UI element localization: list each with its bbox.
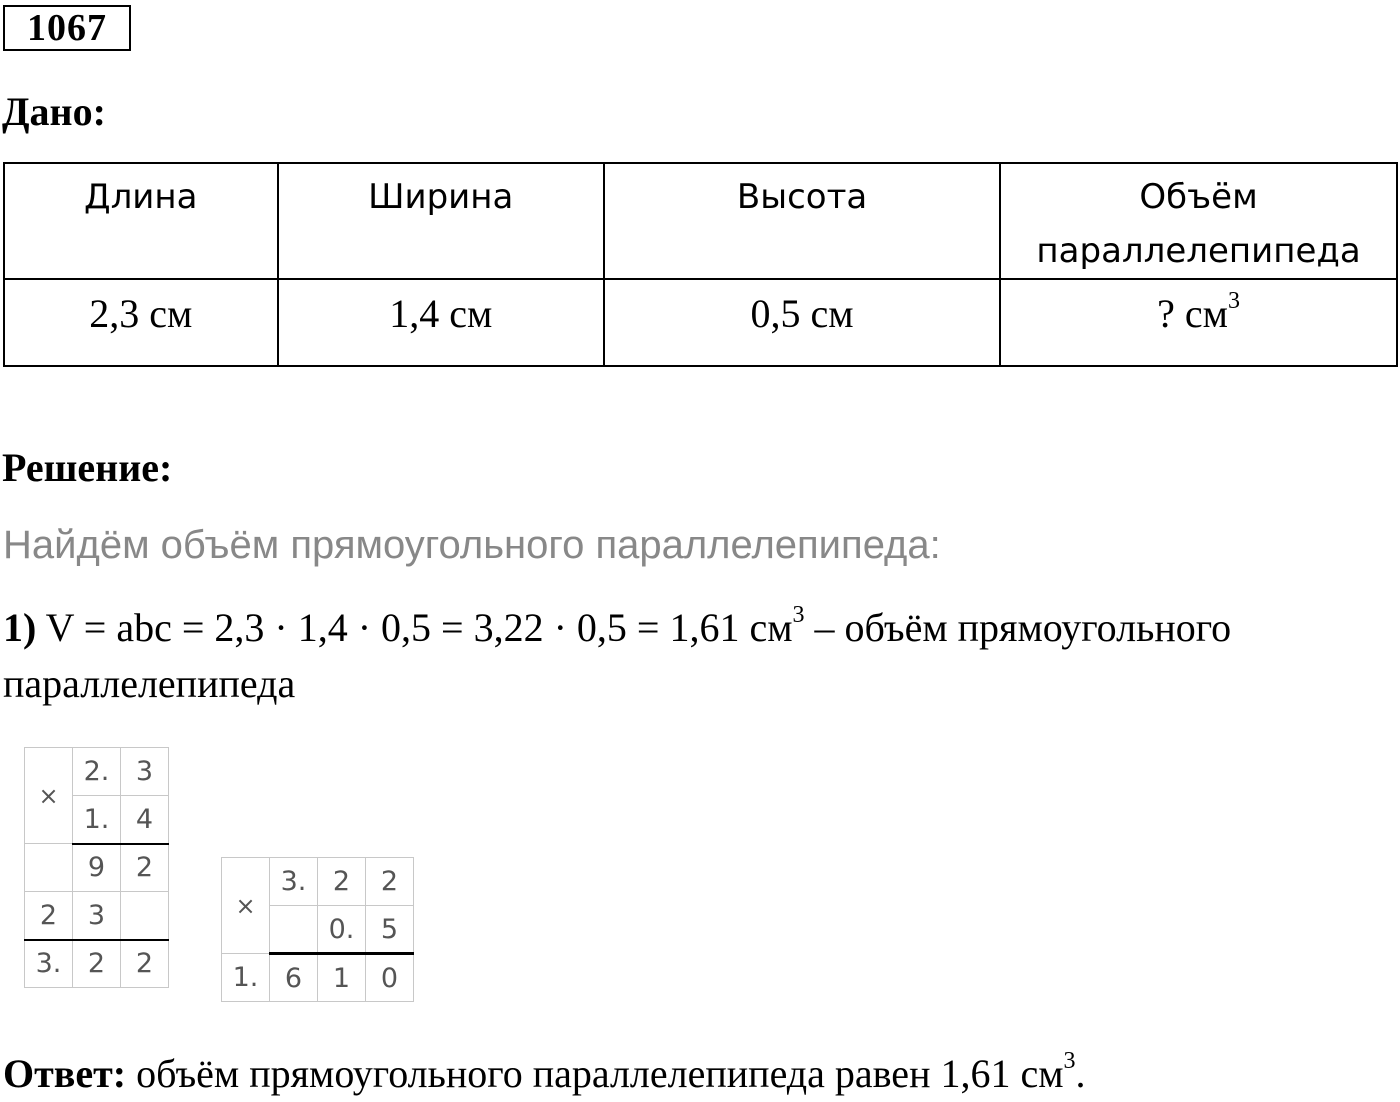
digit-cell: 2 xyxy=(25,892,73,940)
header-length: Длина xyxy=(4,163,278,279)
digit-cell: 3 xyxy=(73,892,121,940)
value-width: 1,4 см xyxy=(278,279,604,366)
column-multiplication-1 xyxy=(24,747,169,988)
header-height: Высота xyxy=(604,163,1000,279)
digit-cell xyxy=(25,844,73,892)
solution-step-1 xyxy=(3,600,1400,712)
task-number: 1067 xyxy=(3,5,131,51)
digit-cell: 9 xyxy=(73,844,121,892)
value-volume: ? $см^3$ xyxy=(1000,279,1397,366)
digit-cell: 0 xyxy=(366,954,414,1002)
digit-cell: 2 xyxy=(318,858,366,906)
digit-cell: 1. xyxy=(222,954,270,1002)
answer-unit-power: 3 xyxy=(1063,1047,1076,1074)
value-height: 0,5 см xyxy=(604,279,1000,366)
digit-cell: 2 xyxy=(366,858,414,906)
digit-cell xyxy=(121,892,169,940)
step-description: – объём прямоугольного параллелепипеда xyxy=(3,605,1232,706)
digit-cell: 4 xyxy=(121,796,169,844)
multiply-sign: × xyxy=(25,748,73,844)
multiply-sign: × xyxy=(222,858,270,954)
digit-cell: 0. xyxy=(318,906,366,954)
digit-cell: 2 xyxy=(121,940,169,988)
answer-label: Ответ: xyxy=(3,1051,127,1096)
step-expression: V = abc = 2,3 · 1,4 · 0,5 = 3,22 · 0,5 = 1,61 см xyxy=(45,605,793,650)
digit-cell: 1. xyxy=(73,796,121,844)
digit-cell: 2 xyxy=(73,940,121,988)
digit-cell: 1 xyxy=(318,954,366,1002)
solution-heading: Решение: xyxy=(2,445,173,490)
unit-power: 3 xyxy=(1228,287,1240,314)
given-table xyxy=(3,162,1398,367)
given-values-row xyxy=(4,279,1397,366)
header-width: Ширина xyxy=(278,163,604,279)
digit-cell: 5 xyxy=(366,906,414,954)
column-multiplication-2 xyxy=(221,857,414,1002)
step-number: 1) xyxy=(3,605,37,650)
answer-text: объём прямоугольного параллелепипеда равен 1,61 см xyxy=(126,1051,1064,1096)
digit-cell: 2 xyxy=(121,844,169,892)
given-header-row xyxy=(4,163,1397,279)
value-length: 2,3 см xyxy=(4,279,278,366)
digit-cell xyxy=(270,906,318,954)
step-unit-power: 3 xyxy=(792,601,805,628)
header-volume: Объём параллелепипеда xyxy=(1000,163,1397,279)
given-heading: Дано: xyxy=(2,89,106,134)
digit-cell: 6 xyxy=(270,954,318,1002)
digit-cell: 3 xyxy=(121,748,169,796)
solution-intro: Найдём объём прямоугольного параллелепипеда: xyxy=(3,523,941,567)
answer: Ответ: объём прямоугольного параллелепипеда равен 1,61 $см^3$. xyxy=(3,1047,1086,1096)
digit-cell: 3. xyxy=(25,940,73,988)
digit-cell: 3. xyxy=(270,858,318,906)
digit-cell: 2. xyxy=(73,748,121,796)
